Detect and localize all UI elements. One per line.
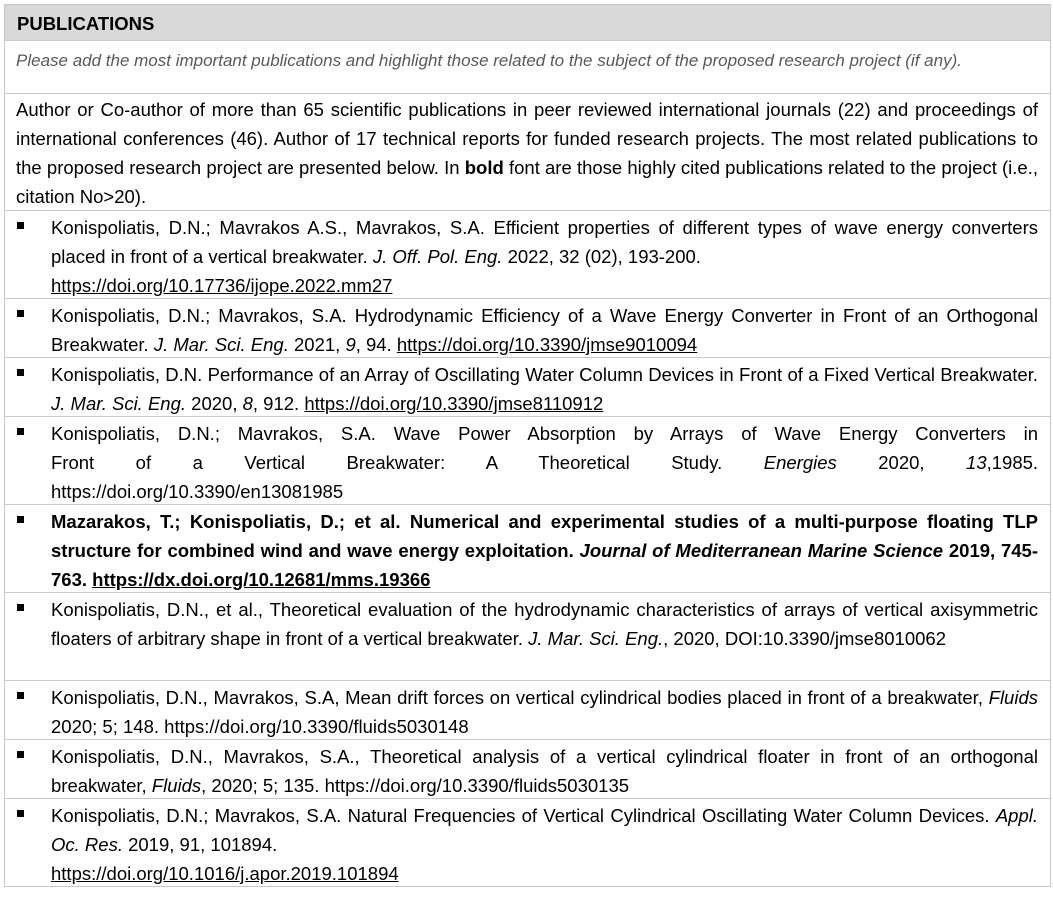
publication-item (5, 681, 1050, 740)
square-bullet-icon (17, 692, 24, 699)
publication-item (5, 299, 1050, 358)
citation-details: , 2020, DOI:10.3390/jmse8010062 (663, 628, 946, 649)
citation-line-2: Front of a Vertical Breakwater: A Theoretical Study. Energies 2020, 13,1985. (51, 452, 1039, 473)
journal-name: Fluids (151, 775, 202, 796)
doi-link[interactable]: https://doi.org/10.3390/jmse8110912 (304, 393, 604, 414)
citation-volume: 9 (345, 334, 356, 355)
publication-item (5, 799, 1050, 886)
journal-name: J. Mar. Sci. Eng. (528, 628, 664, 649)
citation-text: Konispoliatis, D.N. Performance of an Array of Oscillating Water Column Devices in Front of a Fixed Vertical Breakwater. (51, 364, 1038, 385)
citation-text: Konispoliatis, D.N.; Mavrakos, S.A. Hydrodynamic Efficiency of a Wave Energy Converter in Front of an Orthogonal Breakwater. (51, 305, 1038, 355)
citation-text: Mazarakos, T.; Konispoliatis, D.; et al. Numerical and experimental studies of a multi-purpose floating TLP structure for combined wind and wave energy exploitation. (51, 511, 1038, 561)
intro-bold-word: bold (464, 157, 504, 178)
doi-link[interactable]: https://doi.org/10.1016/j.apor.2019.101894 (51, 863, 399, 884)
citation-year: 2021, (288, 334, 346, 355)
citation-text: Konispoliatis, D.N.; Mavrakos A.S., Mavrakos, S.A. Efficient properties of different types of wave energy converters placed in front of a vertical breakwater. (51, 217, 1038, 267)
citation-details: 2019, 745-763. (51, 540, 1038, 590)
square-bullet-icon (17, 604, 24, 611)
intro-text-end: font are those highly cited publications related to the project (i.e., citation No>20). (16, 157, 1039, 207)
citation-line-1: Konispoliatis, D.N.; Mavrakos, S.A. Wave Power Absorption by Arrays of Wave Energy Converters in (51, 423, 1038, 444)
citation-text: Konispoliatis, D.N., et al., Theoretical evaluation of the hydrodynamic characteristics of arrays of vertical axisymmetric floaters of arbitrary shape in front of a vertical breakwater. (51, 599, 1038, 649)
citation-volume: 8 (242, 393, 253, 414)
square-bullet-icon (17, 751, 24, 758)
citation-details: 2019, 91, 101894. (122, 834, 278, 855)
citation-details: , 912. (252, 393, 305, 414)
citation-details: 2022, 32 (02), 193-200. (502, 246, 701, 267)
citation-volume: 13 (966, 452, 987, 473)
square-bullet-icon (17, 428, 24, 435)
citation-text: Konispoliatis, D.N.; Mavrakos, S.A. Natural Frequencies of Vertical Cylindrical Oscillating Water Column Devices. (51, 805, 996, 826)
citation-details: , 94. (355, 334, 397, 355)
doi-link[interactable]: https://doi.org/10.3390/jmse9010094 (396, 334, 698, 355)
square-bullet-icon (17, 369, 24, 376)
citation-year: 2020, (186, 393, 243, 414)
publication-item (5, 593, 1050, 681)
citation-details: , 2020; 5; 135. https://doi.org/10.3390/fluids5030135 (201, 775, 630, 796)
doi-text: https://doi.org/10.3390/en13081985 (51, 481, 344, 502)
journal-name: J. Off. Pol. Eng. (372, 246, 503, 267)
square-bullet-icon (17, 810, 24, 817)
publication-item (5, 740, 1050, 799)
doi-link[interactable]: https://dx.doi.org/10.12681/mms.19366 (92, 569, 431, 590)
journal-name: Appl. Oc. Res. (51, 805, 1038, 855)
publication-item (5, 417, 1050, 505)
publication-item-highlighted (5, 505, 1050, 593)
citation-text: Konispoliatis, D.N., Mavrakos, S.A, Mean drift forces on vertical cylindrical bodies placed in front of a breakwater, (51, 687, 989, 708)
instruction-text: Please add the most important publications and highlight those related to the subject of the proposed research project (if any). (5, 41, 1050, 94)
journal-name: Energies (763, 452, 837, 473)
publication-item (5, 358, 1050, 417)
citation-details: 2020; 5; 148. https://doi.org/10.3390/fluids5030148 (51, 716, 469, 737)
citation-text: Konispoliatis, D.N., Mavrakos, S.A., Theoretical analysis of a vertical cylindrical floater in front of an orthogonal breakwater, (51, 746, 1038, 796)
square-bullet-icon (17, 310, 24, 317)
journal-name: Fluids (988, 687, 1038, 708)
intro-text-start: Author or Co-author of more than 65 scientific publications in peer reviewed international journals (22) and proceedings of international conferences (46). Author of 17 technical reports for funded research projects. The most related publications to the proposed research project are presented below. In (16, 99, 1038, 178)
square-bullet-icon (17, 222, 24, 229)
intro-paragraph (5, 94, 1050, 211)
publication-item (5, 211, 1050, 299)
section-title: PUBLICATIONS (5, 5, 1050, 41)
journal-name: J. Mar. Sci. Eng. (153, 334, 289, 355)
square-bullet-icon (17, 516, 24, 523)
publications-table (4, 4, 1051, 887)
journal-name: J. Mar. Sci. Eng. (51, 393, 187, 414)
doi-link[interactable]: https://doi.org/10.17736/ijope.2022.mm27 (51, 275, 393, 296)
journal-name: Journal of Mediterranean Marine Science (579, 540, 944, 561)
